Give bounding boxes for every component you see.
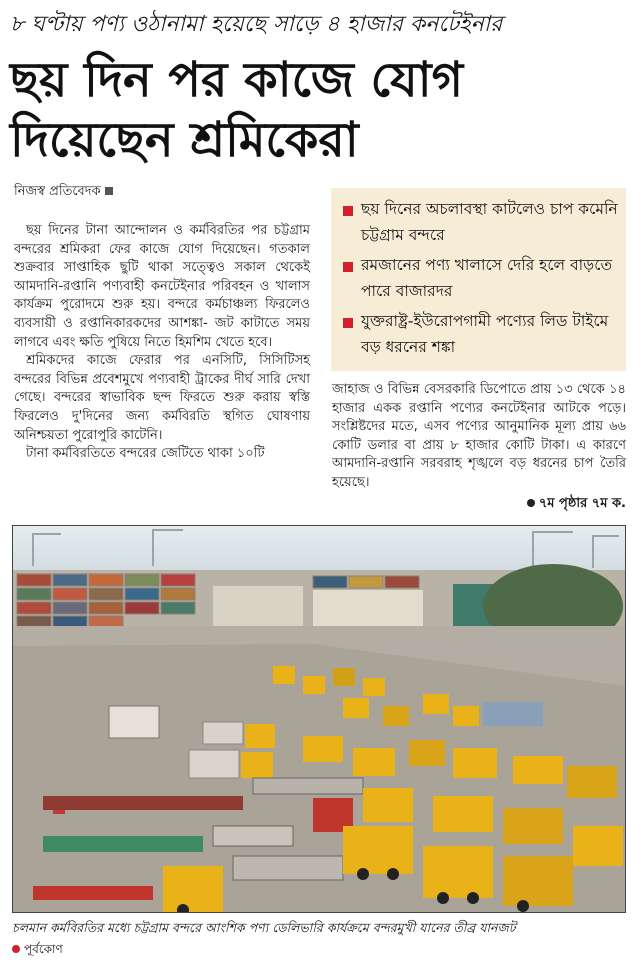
red-dot-icon <box>12 945 20 953</box>
headline <box>10 50 634 170</box>
byline <box>14 183 113 201</box>
highlight-text: রমজানের পণ্য খালাসে দেরি হলে বাড়তে পারে বাজারদর <box>361 256 613 300</box>
body-paragraph: শ্রমিকদের কাজে ফেরার পর এনসিটি, সিসিটিসহ বন্দরের বিভিন্ন প্রবেশমুখে পণ্যবাহী ট্রাকের দীর্ঘ সারি দেখা গেছে। বন্দরের স্বাভাবিক ছন্দ ফিরতে শুরু করায় স্বস্তি ফিরলেও দু'দিনের জন্য কর্মবিরতি স্থগিত ঘোষণায় অনিশ্চয়তা পুরোপুরি কাটেনি। <box>14 353 310 443</box>
highlight-item <box>343 196 618 248</box>
continued-on-page[interactable] <box>332 495 626 514</box>
red-square-bullet-icon <box>343 318 353 328</box>
headline-line-2: দিয়েছেন শ্রমিকেরা <box>10 112 359 168</box>
highlight-item <box>343 252 618 304</box>
kicker: ৮ ঘণ্টায় পণ্য ওঠানামা হয়েছে সাড়ে ৪ হাজার কনটেইনার <box>10 12 503 37</box>
red-square-bullet-icon <box>343 262 353 272</box>
highlight-item <box>343 308 618 360</box>
square-marker-icon <box>105 187 113 195</box>
body-column-left <box>14 222 310 464</box>
byline-text: নিজস্ব প্রতিবেদক <box>14 184 101 199</box>
headline-line-1: ছয় দিন পর কাজে যোগ <box>10 52 464 108</box>
body-paragraph: জাহাজ ও বিভিন্ন বেসরকারি ডিপোতে প্রায় ১৩ থেকে ১৪ হাজার একক রপ্তানি পণ্যের কনটেইনার আটকে পড়ে। সংশ্লিষ্টদের মতে, এসব পণ্যের আনুমানিক মূল্য প্রায় ৬৬ কোটি ডলার বা প্রায় ৮ হাজার কোটি টাকা। এ কারণে আমদানি-রপ্তানি সরবরাহ শৃঙ্খলে বড় ধরনের চাপ তৈরি হয়েছে। <box>332 382 626 490</box>
port-photo <box>12 525 626 913</box>
body-column-right <box>332 381 626 513</box>
bullet-dot-icon <box>527 499 535 507</box>
photo-credit <box>12 940 63 958</box>
body-paragraph: টানা কর্মবিরতিতে বন্দরের জেটিতে থাকা ১০টি <box>26 446 265 462</box>
continued-text: ৭ম পৃষ্ঠার ৭ম ক. <box>538 495 626 511</box>
highlights-box <box>331 188 626 371</box>
highlight-text: ছয় দিনের অচলাবস্থা কাটলেও চাপ কমেনি চট্টগ্রাম বন্দরে <box>361 200 618 244</box>
body-paragraph: ছয় দিনের টানা আন্দোলন ও কর্মবিরতির পর চট্টগ্রাম বন্দরের শ্রমিকরা ফের কাজে যোগ দিয়েছেন। গতকাল শুক্রবার সাপ্তাহিক ছুটি থাকা সত্ত্বেও সকাল থেকেই আমদানি-রপ্তানি পণ্যবাহী কনটেইনার পরিবহন ও খালাস কার্যক্রম পুরোদমে শুরু হয়। বন্দরে কর্মচাঞ্চল্য ফিরলেও ব্যবসায়ী ও রপ্তানিকারকদের আশঙ্কা- জট কাটাতে সময় লাগবে এবং ক্ষতি পুষিয়ে নিতে হিমশিম খেতে হবে। <box>14 223 310 350</box>
highlight-text: যুক্তরাষ্ট্র-ইউরোপগামী পণ্যের লিড টাইমে বড় ধরনের শঙ্কা <box>361 312 609 356</box>
photo-credit-text: পূর্বকোণ <box>24 942 63 956</box>
red-square-bullet-icon <box>343 206 353 216</box>
photo-caption: চলমান কর্মবিরতির মধ্যে চট্টগ্রাম বন্দরে আংশিক পণ্য ডেলিভারি কার্যক্রমে বন্দরমুখী যানের তীব্র যানজট <box>12 920 516 935</box>
